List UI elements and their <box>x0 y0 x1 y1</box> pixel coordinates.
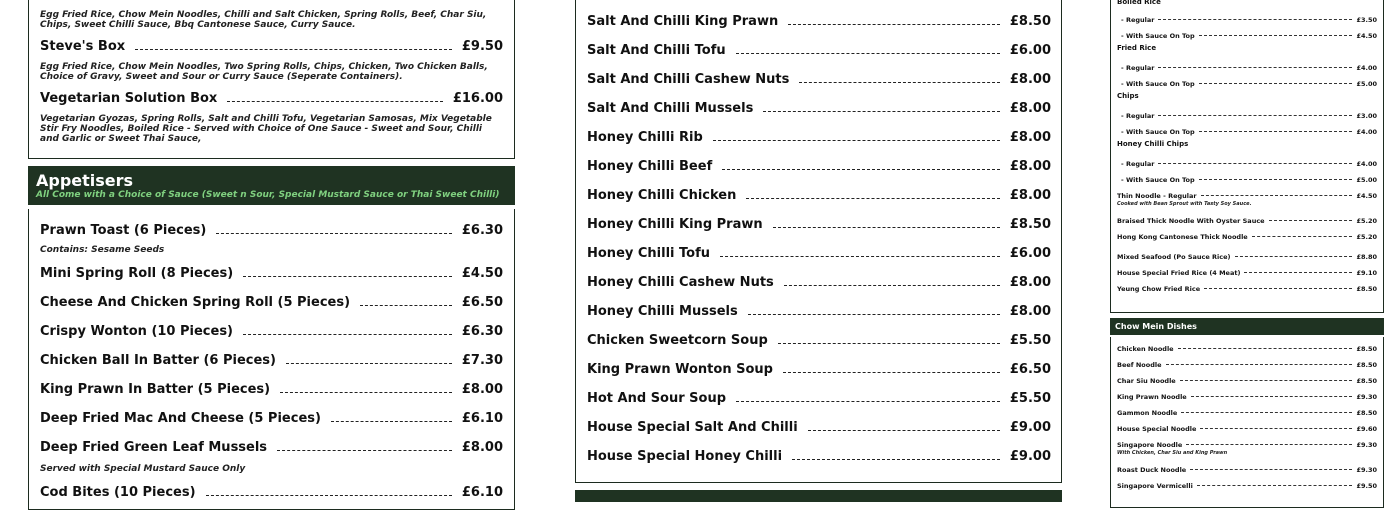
category-label: Chips <box>1117 92 1139 100</box>
box-description: Egg Fried Rice, Chow Mein Noodles, Chilli and Salt Chicken, Spring Rolls, Beef, Char Siu, Chips, Sweet Chilli Sauce, Bbq Cantonese Sauce, Curry Sauce. <box>40 10 487 30</box>
item-price: £6.50 <box>461 295 503 310</box>
menu-item <box>1111 277 1383 293</box>
item-price: £8.00 <box>1009 304 1051 319</box>
menu-item <box>1111 72 1383 88</box>
item-note: Served with Special Mustard Sauce Only <box>40 464 246 474</box>
item-name: - Regular <box>1121 16 1155 24</box>
dot-leader <box>227 101 443 102</box>
item-price: £5.20 <box>1356 217 1377 225</box>
menu-item <box>1111 369 1383 385</box>
item-name: Char Siu Noodle <box>1117 377 1176 385</box>
section-header-chow-mein: Chow Mein Dishes <box>1110 318 1384 335</box>
dot-leader <box>360 305 452 306</box>
menu-item <box>1111 261 1383 277</box>
item-price: £8.50 <box>1356 377 1377 385</box>
item-name: - With Sauce On Top <box>1121 32 1195 40</box>
dot-leader <box>736 53 1000 54</box>
item-note: Contains: Sesame Seeds <box>40 245 165 255</box>
menu-item <box>576 145 1061 174</box>
item-description: Vegetarian Gyozas, Spring Rolls, Salt and Chilli Tofu, Vegetarian Samosas, Mix Vegetable Stir Fry Noodles, Boiled Rice - Served with Choice of One Sauce - Sweet and Sour, Chilli and Garlic or Sweet Thai Sauce, <box>40 114 492 144</box>
menu-item <box>576 0 1061 29</box>
item-note: With Chicken, Char Siu and King Prawn <box>1117 450 1228 456</box>
item-name: Honey Chilli Rib <box>587 130 703 145</box>
dot-leader <box>1158 115 1352 116</box>
menu-item <box>1111 152 1383 168</box>
menu-item <box>576 435 1061 464</box>
item-price: £8.50 <box>1009 217 1051 232</box>
menu-item <box>1111 120 1383 136</box>
dot-leader <box>736 401 1000 402</box>
item-name: Chicken Noodle <box>1117 345 1174 353</box>
menu-item <box>29 368 514 397</box>
menu-item <box>576 319 1061 348</box>
menu-item <box>576 116 1061 145</box>
menu-item <box>576 58 1061 87</box>
dot-leader <box>1166 364 1353 365</box>
dot-leader <box>1191 396 1353 397</box>
menu-item <box>1111 8 1383 24</box>
item-name: Honey Chilli Chicken <box>587 188 737 203</box>
dot-leader <box>1199 35 1353 36</box>
item-name: Prawn Toast (6 Pieces) <box>40 223 207 238</box>
item-price: £8.00 <box>1009 275 1051 290</box>
menu-item <box>576 261 1061 290</box>
item-name: King Prawn Wonton Soup <box>587 362 773 377</box>
item-name: Roast Duck Noodle <box>1117 466 1187 474</box>
menu-item <box>576 87 1061 116</box>
category-label: Honey Chilli Chips <box>1117 140 1189 148</box>
menu-item <box>576 406 1061 435</box>
dot-leader <box>783 372 1000 373</box>
item-name: Salt And Chilli Mussels <box>587 101 754 116</box>
menu-item <box>29 259 514 281</box>
boxes-section <box>28 0 515 159</box>
section-subtitle: All Come with a Choice of Sauce (Sweet n Sour, Special Mustard Sauce or Thai Sweet Chilli) <box>36 190 500 200</box>
item-price: £9.00 <box>1009 449 1051 464</box>
menu-item <box>1111 184 1383 200</box>
dot-leader <box>280 392 452 393</box>
item-name: Thin Noodle - Regular <box>1117 192 1197 200</box>
item-price: £6.10 <box>461 485 503 500</box>
item-price: £8.50 <box>1009 14 1051 29</box>
menu-item <box>1111 433 1383 449</box>
menu-item <box>576 377 1061 406</box>
item-name: - Regular <box>1121 112 1155 120</box>
dot-leader <box>773 227 1000 228</box>
item-note: Cooked with Bean Sprout with Tasty Soy Sauce. <box>1117 201 1252 207</box>
menu-item <box>29 426 514 455</box>
dot-leader <box>216 233 452 234</box>
item-description: Egg Fried Rice, Chow Mein Noodles, Two Spring Rolls, Chips, Chicken, Two Chicken Balls, Choice of Gravy, Sweet and Sour or Curry Sauce (Seperate Containers). <box>40 62 488 82</box>
item-price: £5.00 <box>1356 176 1377 184</box>
item-name: Gammon Noodle <box>1117 409 1178 417</box>
menu-item <box>1111 168 1383 184</box>
item-price: £8.50 <box>1356 345 1377 353</box>
dot-leader <box>243 334 452 335</box>
item-price: £9.50 <box>461 39 503 54</box>
item-price: £6.30 <box>461 324 503 339</box>
menu-item <box>1111 56 1383 72</box>
item-name: Chicken Sweetcorn Soup <box>587 333 768 348</box>
menu-item <box>1111 245 1383 261</box>
menu-item <box>576 29 1061 58</box>
item-name: - With Sauce On Top <box>1121 128 1195 136</box>
menu-item <box>576 290 1061 319</box>
menu-item <box>1111 209 1383 225</box>
dot-leader <box>1158 67 1352 68</box>
other-items <box>1111 209 1383 293</box>
menu-item <box>1111 225 1383 241</box>
item-name: Honey Chilli Cashew Nuts <box>587 275 774 290</box>
dot-leader <box>1190 469 1352 470</box>
dot-leader <box>799 82 1000 83</box>
dot-leader <box>746 198 1000 199</box>
item-price: £8.80 <box>1356 253 1377 261</box>
item-name: Chicken Ball In Batter (6 Pieces) <box>40 353 276 368</box>
item-name: Deep Fried Green Leaf Mussels <box>40 440 268 455</box>
item-price: £7.30 <box>461 353 503 368</box>
dot-leader <box>1235 256 1353 257</box>
item-price: £16.00 <box>452 91 503 106</box>
menu-item <box>1111 385 1383 401</box>
dot-leader <box>286 363 452 364</box>
item-name: House Special Fried Rice (4 Meat) <box>1117 269 1241 277</box>
dot-leader <box>748 314 1000 315</box>
item-name: Honey Chilli Beef <box>587 159 713 174</box>
menu-item <box>576 232 1061 261</box>
dot-leader <box>713 140 1000 141</box>
item-price: £8.00 <box>1009 101 1051 116</box>
item-name: House Special Salt And Chilli <box>587 420 798 435</box>
appetisers-section <box>28 209 515 510</box>
item-name: House Special Noodle <box>1117 425 1197 433</box>
dot-leader <box>1158 19 1352 20</box>
menu-item <box>576 348 1061 377</box>
dot-leader <box>808 430 1000 431</box>
item-name: Beef Noodle <box>1117 361 1162 369</box>
item-price: £5.00 <box>1356 80 1377 88</box>
dot-leader <box>763 111 1000 112</box>
item-price: £8.00 <box>1009 72 1051 87</box>
item-price: £6.10 <box>461 411 503 426</box>
dot-leader <box>1180 380 1353 381</box>
dot-leader <box>792 459 1000 460</box>
item-price: £4.50 <box>1356 32 1377 40</box>
section-header-next <box>575 490 1062 502</box>
menu-item <box>29 478 514 500</box>
dot-leader <box>720 256 1000 257</box>
item-name: Salt And Chilli Tofu <box>587 43 726 58</box>
dot-leader <box>1181 412 1352 413</box>
item-price: £4.00 <box>1356 160 1377 168</box>
menu-column-left <box>28 0 515 510</box>
category-label: Fried Rice <box>1117 44 1157 52</box>
section-title: Appetisers <box>36 171 134 190</box>
dot-leader <box>1269 220 1353 221</box>
item-name: Mini Spring Roll (8 Pieces) <box>40 266 234 281</box>
dot-leader <box>1252 236 1353 237</box>
item-price: £3.00 <box>1356 112 1377 120</box>
dot-leader <box>1201 195 1353 196</box>
item-name: King Prawn In Batter (5 Pieces) <box>40 382 271 397</box>
item-price: £9.30 <box>1356 466 1377 474</box>
dot-leader <box>1204 288 1352 289</box>
item-price: £9.60 <box>1356 425 1377 433</box>
dot-leader <box>1244 272 1352 273</box>
item-name: King Prawn Noodle <box>1117 393 1187 401</box>
item-name: - Regular <box>1121 160 1155 168</box>
item-name: House Special Honey Chilli <box>587 449 783 464</box>
item-price: £4.00 <box>1356 128 1377 136</box>
menu-item <box>1111 401 1383 417</box>
item-name: - With Sauce On Top <box>1121 176 1195 184</box>
dot-leader <box>277 450 452 451</box>
dot-leader <box>1199 179 1353 180</box>
menu-item <box>1111 417 1383 433</box>
item-name: Braised Thick Noodle With Oyster Sauce <box>1117 217 1265 225</box>
menu-item <box>1111 474 1383 490</box>
dot-leader <box>784 285 1000 286</box>
menu-item <box>29 281 514 310</box>
item-price: £9.10 <box>1356 269 1377 277</box>
item-price: £8.00 <box>1009 159 1051 174</box>
dot-leader <box>243 276 452 277</box>
dot-leader <box>1178 348 1353 349</box>
item-price: £3.50 <box>1356 16 1377 24</box>
menu-item <box>29 30 514 54</box>
item-price: £4.00 <box>1356 64 1377 72</box>
item-price: £8.00 <box>1009 130 1051 145</box>
item-name: Singapore Vermicelli <box>1117 482 1193 490</box>
menu-column-middle <box>575 0 1062 483</box>
item-name: Cheese And Chicken Spring Roll (5 Pieces) <box>40 295 351 310</box>
menu-item <box>29 339 514 368</box>
dot-leader <box>331 421 452 422</box>
dishes-section <box>575 0 1062 483</box>
item-name: Honey Chilli Mussels <box>587 304 738 319</box>
item-price: £8.50 <box>1356 361 1377 369</box>
item-price: £9.30 <box>1356 393 1377 401</box>
item-price: £8.00 <box>461 440 503 455</box>
menu-item <box>576 203 1061 232</box>
item-name: Salt And Chilli King Prawn <box>587 14 779 29</box>
item-price: £8.50 <box>1356 409 1377 417</box>
item-price: £4.50 <box>1356 192 1377 200</box>
item-price: £9.50 <box>1356 482 1377 490</box>
dot-leader <box>135 49 452 50</box>
item-price: £6.50 <box>1009 362 1051 377</box>
item-price: £6.00 <box>1009 246 1051 261</box>
item-price: £6.00 <box>1009 43 1051 58</box>
item-price: £8.00 <box>461 382 503 397</box>
item-name: - With Sauce On Top <box>1121 80 1195 88</box>
item-name: Mixed Seafood (Po Sauce Rice) <box>1117 253 1231 261</box>
item-name: - Regular <box>1121 64 1155 72</box>
menu-item <box>1111 337 1383 353</box>
item-name: Hot And Sour Soup <box>587 391 727 406</box>
item-price: £5.50 <box>1009 333 1051 348</box>
item-name: Honey Chilli Tofu <box>587 246 711 261</box>
rice-noodle-section <box>1110 0 1384 313</box>
dot-leader <box>1186 444 1352 445</box>
item-name: Yeung Chow Fried Rice <box>1117 285 1201 293</box>
item-name: Steve's Box <box>40 39 126 54</box>
item-price: £9.30 <box>1356 441 1377 449</box>
dot-leader <box>206 495 452 496</box>
dot-leader <box>1199 83 1353 84</box>
menu-item <box>1111 104 1383 120</box>
dot-leader <box>1197 485 1353 486</box>
menu-item <box>29 209 514 238</box>
item-price: £8.00 <box>1009 188 1051 203</box>
dot-leader <box>788 24 1000 25</box>
item-name: Salt And Chilli Cashew Nuts <box>587 72 790 87</box>
item-price: £4.50 <box>461 266 503 281</box>
item-name: Cod Bites (10 Pieces) <box>40 485 196 500</box>
dot-leader <box>1199 131 1353 132</box>
item-price: £5.50 <box>1009 391 1051 406</box>
chow-mein-section <box>1110 337 1384 508</box>
section-header-appetisers <box>28 166 515 205</box>
menu-item <box>1111 24 1383 40</box>
item-name: Hong Kong Cantonese Thick Noodle <box>1117 233 1248 241</box>
menu-column-right <box>1110 0 1384 508</box>
item-name: Crispy Wonton (10 Pieces) <box>40 324 234 339</box>
menu-item <box>576 174 1061 203</box>
menu-item <box>29 82 514 106</box>
item-price: £9.00 <box>1009 420 1051 435</box>
dot-leader <box>1200 428 1352 429</box>
item-price: £8.50 <box>1356 285 1377 293</box>
dot-leader <box>1158 163 1352 164</box>
category-label: Boiled Rice <box>1117 0 1161 6</box>
item-name: Honey Chilli King Prawn <box>587 217 763 232</box>
dot-leader <box>778 343 1000 344</box>
item-name: Vegetarian Solution Box <box>40 91 218 106</box>
menu-item <box>1111 458 1383 474</box>
item-name: Singapore Noodle <box>1117 441 1183 449</box>
menu-item <box>1111 353 1383 369</box>
menu-item <box>29 310 514 339</box>
item-name: Deep Fried Mac And Cheese (5 Pieces) <box>40 411 321 426</box>
menu-item <box>29 397 514 426</box>
dot-leader <box>722 169 1000 170</box>
item-price: £6.30 <box>461 223 503 238</box>
item-price: £5.20 <box>1356 233 1377 241</box>
